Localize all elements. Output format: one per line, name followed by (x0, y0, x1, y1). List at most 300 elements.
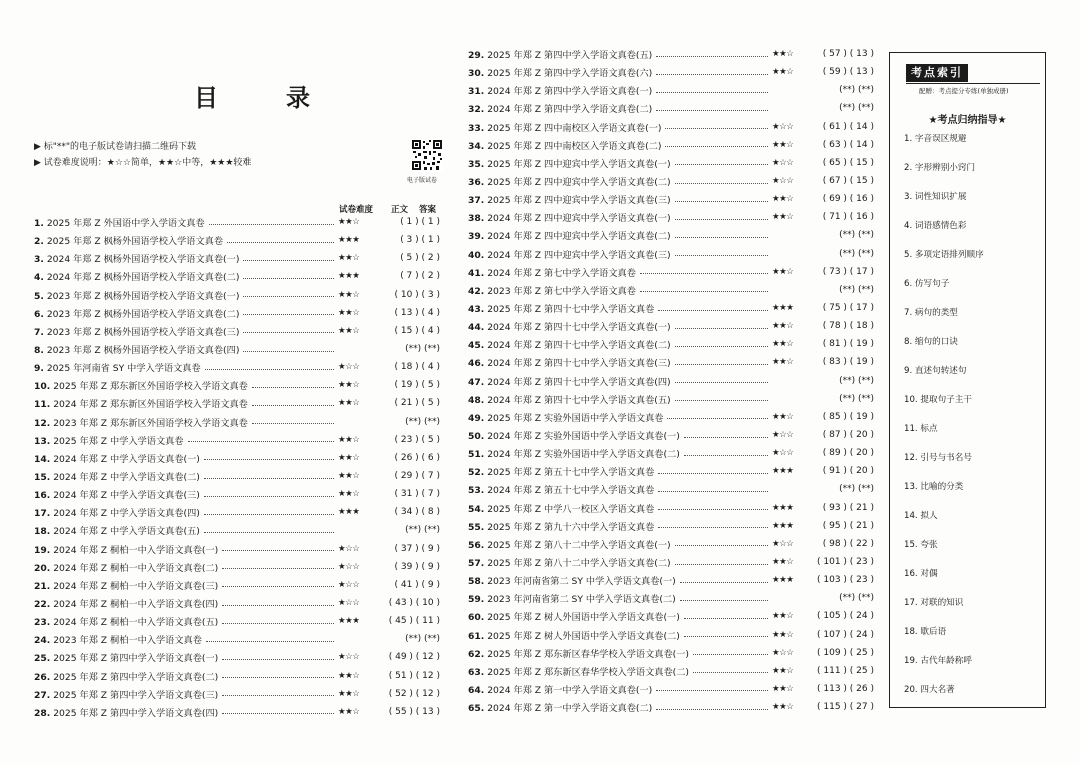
toc-entry-number: 21. (34, 580, 51, 592)
index-item[interactable]: 10. 提取句子主干 (904, 395, 972, 405)
toc-entry[interactable] (468, 644, 878, 662)
toc-entry[interactable] (34, 540, 444, 558)
toc-entry-title (468, 428, 680, 442)
toc-entry-text: 2025 年郑 Z 中学入学语文真卷 (53, 435, 184, 447)
leader-dots (252, 387, 334, 388)
toc-entry[interactable] (34, 322, 444, 340)
toc-entry-number: 17. (34, 508, 51, 520)
toc-entry-text: 2024 年郑 Z 实验外国语中学入学语文真卷(一) (487, 431, 680, 443)
toc-entry-text: 2025 年郑 Z 郑东新区外国语学校入学语文真卷 (53, 381, 248, 393)
index-item[interactable]: 4. 词语感情色彩 (904, 221, 967, 231)
difficulty-stars: ★★☆ (338, 217, 360, 228)
page-numbers: ( 41 ) ( 9 ) (394, 579, 440, 590)
toc-entry[interactable] (468, 317, 878, 335)
toc-entry-title (34, 669, 218, 683)
toc-entry[interactable] (468, 190, 878, 208)
leader-dots (656, 110, 768, 111)
page-numbers: ( 21 ) ( 5 ) (394, 398, 440, 409)
leader-dots (665, 128, 768, 129)
leader-dots (222, 623, 334, 624)
toc-entry-title (34, 251, 239, 265)
leader-dots (675, 328, 768, 329)
toc-entry[interactable] (34, 467, 444, 485)
page-numbers: ( 34 ) ( 8 ) (394, 507, 440, 518)
toc-entry[interactable] (468, 118, 878, 136)
leader-dots (684, 455, 768, 456)
page-numbers: ( 26 ) ( 6 ) (394, 452, 440, 463)
toc-entry-number: 31. (468, 86, 485, 98)
leader-dots (675, 183, 768, 184)
difficulty-stars: ★★☆ (772, 212, 794, 223)
toc-entry-number: 26. (34, 671, 51, 683)
page-numbers: ( 63 ) ( 14 ) (822, 139, 874, 150)
toc-entry-title (468, 482, 654, 496)
page-numbers: (**) (**) (839, 484, 874, 495)
difficulty-stars: ★★☆ (772, 139, 794, 150)
toc-entry-number: 12. (34, 417, 51, 429)
leader-dots (693, 654, 768, 655)
page-numbers: (**) (**) (839, 85, 874, 96)
toc-entry-number: 57. (468, 558, 485, 569)
toc-entry[interactable] (34, 648, 444, 666)
page-numbers: ( 89 ) ( 20 ) (822, 448, 874, 459)
toc-entry[interactable] (468, 535, 878, 553)
toc-entry[interactable] (468, 662, 878, 680)
toc-entry-title (34, 451, 200, 465)
page-numbers: (**) (**) (405, 525, 440, 536)
toc-entry-title (468, 247, 671, 261)
toc-entry-number: 47. (468, 376, 485, 388)
page-numbers: ( 52 ) ( 12 ) (388, 688, 440, 699)
page-numbers: (**) (**) (839, 593, 874, 604)
index-list (904, 133, 1039, 713)
page-numbers: (**) (**) (839, 375, 874, 386)
page-numbers: (**) (**) (839, 393, 874, 404)
leader-dots (675, 219, 768, 220)
toc-entry[interactable] (468, 245, 878, 263)
page-numbers: ( 43 ) ( 10 ) (388, 598, 440, 609)
toc-entry[interactable] (34, 394, 444, 412)
leader-dots (243, 314, 334, 315)
index-item[interactable]: 9. 直述句转述句 (904, 366, 967, 376)
page-numbers: ( 73 ) ( 17 ) (822, 266, 874, 277)
page-numbers: ( 51 ) ( 12 ) (388, 670, 440, 681)
toc-entry-title (34, 288, 239, 302)
index-item[interactable]: 16. 对偶 (904, 569, 938, 579)
toc-entry-title (34, 705, 218, 719)
toc-entry[interactable] (34, 358, 444, 376)
toc-entry[interactable] (34, 685, 444, 703)
page-numbers: ( 13 ) ( 4 ) (394, 307, 440, 318)
difficulty-stars: ★★☆ (338, 380, 360, 391)
difficulty-stars: ★★☆ (338, 253, 360, 264)
index-item[interactable]: 17. 对联的知识 (904, 598, 964, 608)
toc-entry-text: 2024 年郑 Z 郑东新区外国语学校入学语文真卷 (53, 399, 248, 411)
toc-entry-text: 2024 年郑 Z 第一中学入学语文真卷(二) (487, 703, 653, 715)
toc-entry[interactable] (468, 626, 878, 644)
difficulty-stars: ★★★ (772, 502, 794, 513)
toc-entry-number: 36. (468, 177, 485, 189)
column-head-difficulty: 试卷难度 (339, 205, 374, 215)
toc-entry[interactable] (468, 299, 878, 317)
difficulty-stars: ★★☆ (772, 194, 794, 205)
index-item[interactable]: 7. 病句的类型 (904, 308, 958, 318)
toc-entry-title (468, 464, 654, 478)
toc-entry[interactable] (468, 408, 878, 426)
toc-entry[interactable] (468, 517, 878, 535)
toc-entry-number: 44. (468, 322, 485, 334)
toc-entry-title (468, 446, 680, 460)
page-numbers: ( 93 ) ( 21 ) (822, 502, 874, 513)
difficulty-stars: ★☆☆ (338, 561, 360, 572)
difficulty-stars: ★★☆ (338, 489, 360, 500)
toc-entry[interactable] (468, 553, 878, 571)
index-item[interactable]: 13. 比喻的分类 (904, 482, 964, 492)
difficulty-stars: ★☆☆ (338, 362, 360, 373)
toc-entry-text: 2023 年河南省第二 SY 中学入学语文真卷(二) (487, 594, 676, 606)
page-numbers: ( 71 ) ( 16 ) (822, 212, 874, 223)
toc-entry-title (468, 65, 652, 79)
toc-entry-text: 2024 年郑 Z 四中迎宾中学入学语文真卷(三) (487, 249, 671, 261)
difficulty-stars: ★★★ (772, 520, 794, 531)
toc-entry[interactable] (468, 698, 878, 716)
toc-entry-title (468, 210, 671, 224)
toc-entry-text: 2024 年郑 Z 第四十七中学入学语文真卷(五) (487, 394, 671, 406)
toc-entry-title (468, 573, 676, 587)
difficulty-stars: ★★☆ (338, 688, 360, 699)
toc-entry[interactable] (34, 503, 444, 521)
toc-entry[interactable] (34, 340, 444, 358)
toc-entry-text: 2023 年河南省第二 SY 中学入学语文真卷(一) (487, 576, 676, 588)
toc-entry[interactable] (468, 607, 878, 625)
toc-entry[interactable] (468, 263, 878, 281)
toc-entry-number: 53. (468, 485, 485, 497)
leader-dots (658, 310, 768, 311)
toc-entry-number: 18. (34, 526, 51, 538)
index-item[interactable]: 18. 歇后语 (904, 627, 947, 637)
toc-entry-title (468, 101, 652, 115)
index-item[interactable]: 2. 字形辨别小窍门 (904, 163, 976, 173)
leader-dots (665, 146, 768, 147)
toc-entry[interactable] (468, 81, 878, 99)
toc-entry-number: 63. (468, 666, 485, 678)
difficulty-stars: ★☆☆ (772, 176, 794, 187)
toc-entry-number: 41. (468, 267, 485, 279)
toc-entry-title (468, 355, 671, 369)
toc-entry[interactable] (34, 521, 444, 539)
toc-entry-title (468, 591, 676, 605)
index-item[interactable]: 3. 词性知识扩展 (904, 192, 967, 202)
toc-entry-text: 2024 年郑 Z 四中迎宾中学入学语文真卷(一) (487, 213, 671, 225)
leader-dots (222, 586, 334, 587)
toc-entry-number: 52. (468, 467, 485, 479)
page-numbers: ( 65 ) ( 15 ) (822, 157, 874, 168)
toc-entry[interactable] (468, 372, 878, 390)
toc-entry-title (34, 433, 184, 447)
toc-entry-number: 22. (34, 599, 51, 611)
index-item[interactable]: 8. 缩句的口诀 (904, 337, 958, 347)
difficulty-stars: ★★☆ (772, 683, 794, 694)
toc-entry-title (468, 392, 671, 406)
toc-entry[interactable] (34, 667, 444, 685)
divider (906, 83, 1040, 84)
index-item[interactable]: 19. 古代年龄称呼 (904, 656, 972, 666)
toc-entry-title (468, 319, 671, 333)
difficulty-stars: ★★★ (338, 507, 360, 518)
toc-entry-number: 50. (468, 431, 485, 443)
difficulty-stars: ★★☆ (338, 307, 360, 318)
toc-entry-text: 2025 年郑 Z 第四中学入学语文真卷(二) (53, 671, 219, 683)
toc-entry[interactable] (468, 136, 878, 154)
page-numbers: ( 23 ) ( 5 ) (394, 434, 440, 445)
toc-entry[interactable] (34, 213, 444, 231)
toc-entry[interactable] (468, 353, 878, 371)
toc-entry-title (34, 469, 200, 483)
toc-entry[interactable] (34, 449, 444, 467)
toc-entry-title (468, 47, 652, 61)
leader-dots (222, 659, 334, 660)
leader-dots (252, 405, 334, 406)
page-numbers: ( 109 ) ( 25 ) (817, 647, 874, 658)
toc-entry-title (34, 215, 205, 229)
page-numbers: ( 19 ) ( 5 ) (394, 380, 440, 391)
toc-entry-text: 2025 年郑 Z 四中迎宾中学入学语文真卷(三) (487, 195, 671, 207)
difficulty-stars: ★★☆ (772, 629, 794, 640)
leader-dots (656, 74, 768, 75)
leader-dots (656, 709, 768, 710)
toc-entry-number: 49. (468, 412, 485, 424)
toc-entry[interactable] (34, 249, 444, 267)
difficulty-stars: ★★☆ (338, 398, 360, 409)
toc-entry-text: 2023 年郑 Z 枫杨外国语学校入学语文真卷(四) (46, 345, 240, 357)
download-note: ▶ 标"**"的电子版试卷请扫描二维码下载 (34, 142, 197, 152)
toc-entry[interactable] (468, 281, 878, 299)
difficulty-stars: ★★☆ (772, 357, 794, 368)
toc-entry-number: 19. (34, 544, 51, 556)
toc-entry[interactable] (468, 335, 878, 353)
toc-entry[interactable] (468, 154, 878, 172)
toc-entry-title (34, 596, 218, 610)
difficulty-stars: ★★☆ (772, 611, 794, 622)
toc-entry-title (34, 324, 239, 338)
toc-entry[interactable] (34, 231, 444, 249)
toc-entry-text: 2023 年郑 Z 桐柏一中入学语文真卷 (53, 635, 202, 647)
toc-entry-text: 2025 年郑 Z 第八十二中学入学语文真卷(二) (487, 558, 671, 569)
leader-dots (243, 351, 334, 352)
toc-entry-title (468, 83, 652, 97)
toc-entry-number: 15. (34, 472, 51, 484)
leader-dots (222, 677, 334, 678)
toc-entry-title (468, 537, 671, 551)
toc-entry[interactable] (34, 630, 444, 648)
toc-entry[interactable] (34, 413, 444, 431)
toc-entry-title (34, 614, 218, 628)
page-numbers: ( 61 ) ( 14 ) (822, 121, 874, 132)
toc-entry[interactable] (468, 589, 878, 607)
toc-entry[interactable] (468, 99, 878, 117)
toc-entry-number: 25. (34, 653, 51, 665)
toc-entry-number: 7. (34, 326, 44, 338)
page-numbers: (**) (**) (839, 230, 874, 241)
toc-entry-number: 27. (34, 689, 51, 701)
toc-entry[interactable] (468, 680, 878, 698)
page-numbers: (**) (**) (839, 103, 874, 114)
leader-dots (658, 527, 768, 528)
page-numbers: ( 101 ) ( 23 ) (817, 557, 874, 567)
toc-entry-text: 2024 年郑 Z 第四十七中学入学语文真卷(一) (487, 322, 671, 334)
toc-entry-text: 2024 年郑 Z 第四十七中学入学语文真卷(三) (487, 358, 671, 370)
leader-dots (675, 545, 768, 546)
toc-entry[interactable] (468, 45, 878, 63)
toc-entry[interactable] (468, 426, 878, 444)
toc-entry-text: 2024 年郑 Z 第七中学入学语文真卷 (487, 267, 636, 279)
difficulty-stars: ★★☆ (338, 434, 360, 445)
toc-entry[interactable] (34, 286, 444, 304)
index-item[interactable]: 1. 字音误区规避 (904, 134, 967, 144)
toc-entry-text: 2023 年郑 Z 枫杨外国语学校入学语文真卷(二) (46, 308, 240, 320)
toc-entry-text: 2024 年郑 Z 枫杨外国语学校入学语文真卷(二) (46, 272, 240, 284)
toc-entry[interactable] (34, 558, 444, 576)
toc-entry[interactable] (468, 571, 878, 589)
toc-entry-text: 2025 年郑 Z 第四中学入学语文真卷(五) (487, 50, 653, 62)
toc-entry-text: 2025 年郑 Z 四中迎宾中学入学语文真卷(二) (487, 177, 671, 189)
page-numbers: ( 83 ) ( 19 ) (822, 357, 874, 368)
toc-entry-number: 8. (34, 345, 44, 357)
difficulty-stars: ★☆☆ (772, 430, 794, 441)
toc-entry-number: 11. (34, 399, 51, 411)
leader-dots (243, 296, 334, 297)
toc-entry[interactable] (34, 576, 444, 594)
toc-entry[interactable] (468, 462, 878, 480)
qr-code-icon[interactable] (411, 139, 443, 171)
toc-entry-text: 2025 年郑 Z 四中南校区入学语文真卷(二) (487, 140, 662, 152)
toc-entry[interactable] (468, 226, 878, 244)
difficulty-stars: ★☆☆ (772, 157, 794, 168)
page-numbers: ( 18 ) ( 4 ) (394, 362, 440, 373)
leader-dots (675, 164, 768, 165)
toc-entry[interactable] (34, 431, 444, 449)
toc-entry[interactable] (34, 703, 444, 721)
toc-entry-title (468, 138, 661, 152)
difficulty-stars: ★★★ (338, 235, 360, 246)
leader-dots (204, 459, 334, 460)
leader-dots (252, 423, 334, 424)
toc-entry-title (468, 174, 671, 188)
toc-entry-number: 13. (34, 435, 51, 447)
toc-entry[interactable] (468, 444, 878, 462)
toc-entry-number: 6. (34, 308, 44, 320)
toc-entry[interactable] (34, 594, 444, 612)
toc-entry[interactable] (34, 304, 444, 322)
toc-entry-text: 2024 年郑 Z 实验外国语中学入学语文真卷(二) (487, 449, 680, 461)
toc-entry-text: 2023 年郑 Z 郑东新区外国语学校入学语文真卷 (53, 417, 248, 429)
toc-entry[interactable] (468, 172, 878, 190)
toc-entry-number: 28. (34, 707, 51, 719)
toc-entry[interactable] (34, 267, 444, 285)
toc-entry-number: 54. (468, 503, 485, 515)
toc-entry-title (468, 664, 689, 678)
page-numbers: (**) (**) (839, 284, 874, 295)
leader-dots (222, 605, 334, 606)
exam-point-index-panel (889, 52, 1046, 708)
toc-entry[interactable] (468, 208, 878, 226)
toc-entry[interactable] (468, 63, 878, 81)
index-item[interactable]: 14. 拟人 (904, 511, 938, 521)
toc-entry[interactable] (34, 376, 444, 394)
page-numbers: ( 45 ) ( 11 ) (388, 616, 440, 627)
toc-entry-text: 2023 年郑 Z 枫杨外国语学校入学语文真卷(一) (46, 290, 240, 302)
toc-entry-text: 2024 年郑 Z 中学入学语文真卷(五) (53, 526, 200, 538)
index-item[interactable]: 5. 多项定语排列顺序 (904, 250, 984, 260)
toc-entry[interactable] (34, 612, 444, 630)
leader-dots (675, 564, 768, 565)
page-numbers: (**) (**) (405, 416, 440, 427)
toc-entry[interactable] (468, 499, 878, 517)
toc-entry-title (34, 505, 200, 519)
leader-dots (243, 260, 334, 261)
toc-entry[interactable] (468, 480, 878, 498)
toc-entry[interactable] (468, 390, 878, 408)
difficulty-stars: ★☆☆ (772, 448, 794, 459)
difficulty-stars: ★★☆ (772, 411, 794, 422)
toc-entry-title (34, 269, 239, 283)
page-numbers: ( 29 ) ( 7 ) (394, 471, 440, 482)
index-item[interactable]: 15. 夸张 (904, 540, 938, 550)
toc-entry-title (468, 700, 652, 714)
difficulty-stars: ★★★ (772, 466, 794, 477)
page-numbers: ( 10 ) ( 3 ) (394, 289, 440, 300)
index-item[interactable]: 20. 四大名著 (904, 685, 955, 695)
difficulty-stars: ★★☆ (338, 471, 360, 482)
toc-entry-text: 2024 年郑 Z 第四中学入学语文真卷(二) (487, 104, 653, 116)
page-numbers: (**) (**) (839, 248, 874, 259)
toc-entry-title (468, 156, 671, 170)
toc-entry-number: 33. (468, 122, 485, 134)
toc-entry-text: 2023 年郑 Z 第七中学入学语文真卷 (487, 285, 636, 297)
toc-entry-number: 10. (34, 381, 51, 393)
page-numbers: ( 85 ) ( 19 ) (822, 411, 874, 422)
index-item[interactable]: 12. 引号与书名号 (904, 453, 972, 463)
page-numbers: ( 91 ) ( 20 ) (822, 466, 874, 477)
toc-entry-text: 2024 年郑 Z 中学入学语文真卷(二) (53, 472, 200, 484)
toc-entry-text: 2025 年郑 Z 第四中学入学语文真卷(一) (53, 653, 219, 665)
page-numbers: ( 75 ) ( 17 ) (822, 303, 874, 314)
index-item[interactable]: 11. 标点 (904, 424, 938, 434)
leader-dots (222, 568, 334, 569)
toc-entry[interactable] (34, 485, 444, 503)
toc-entry-number: 64. (468, 684, 485, 696)
toc-entry-text: 2024 年郑 Z 第一中学入学语文真卷(一) (487, 684, 653, 696)
difficulty-stars: ★☆☆ (338, 579, 360, 590)
index-item[interactable]: 6. 仿写句子 (904, 279, 950, 289)
index-section-title: ★考点归纳指导★ (928, 115, 1007, 126)
leader-dots (675, 382, 768, 383)
index-heading: 考点索引 (906, 64, 968, 82)
page-numbers: ( 95 ) ( 21 ) (822, 520, 874, 531)
leader-dots (684, 437, 768, 438)
toc-entry-title (468, 609, 680, 623)
difficulty-stars: ★★☆ (772, 49, 794, 60)
difficulty-stars: ★★☆ (772, 339, 794, 350)
toc-entry-number: 46. (468, 358, 485, 370)
leader-dots (204, 478, 334, 479)
toc-entry-title (468, 374, 671, 388)
page-numbers: ( 59 ) ( 13 ) (822, 67, 874, 78)
toc-entry-title (468, 301, 654, 315)
leader-dots (656, 56, 768, 57)
toc-entry-number: 16. (34, 490, 51, 502)
toc-entry-title (34, 396, 248, 410)
